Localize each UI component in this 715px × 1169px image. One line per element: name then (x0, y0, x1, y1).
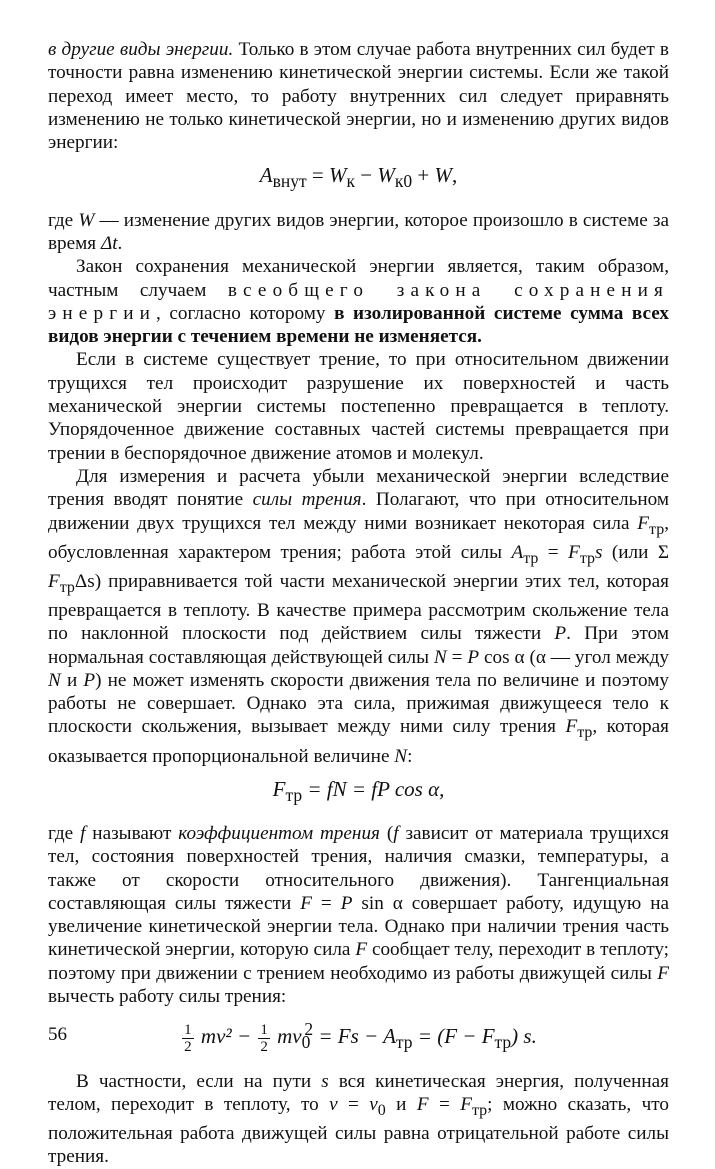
op: + (412, 163, 435, 188)
text: — изменение других видов энергии, которое произошло в системе за время (48, 209, 669, 254)
formula-text: = (F − F (412, 1024, 495, 1049)
text: где (48, 209, 79, 231)
op: , (451, 163, 458, 188)
formula-energy-balance (48, 1016, 669, 1055)
text: . Полагают, что при относительном движении двух трущихся тел между ними возникает некоторая сила (48, 489, 669, 534)
symbol: F (657, 962, 669, 984)
paragraph-3 (48, 255, 669, 348)
text: sin α совершает работу, идущую на увеличение кинетической энергии тела. Однако при наличии трения часть кинетической энергии, которую сила (48, 892, 669, 961)
text: ; можно сказать, что положительная работа движущей силы равна отрицательной работе силы трения. (48, 1093, 669, 1168)
paragraph-6 (48, 822, 669, 1008)
symbol: s (321, 1070, 329, 1092)
text: Только в этом случае работа внутренних сил будет в точности равна изменению кинетической энергии системы. Если же такой переход имеет место, то работу внутренних сил следует приравнять изменению не только кинетической энергии, но и изменению других видов энергии: (48, 39, 669, 154)
page-number: 56 (48, 1024, 67, 1045)
subscript: тр (395, 1032, 413, 1053)
symbol: P (340, 892, 353, 914)
symbol: P (467, 646, 480, 668)
paragraph-4: Если в системе существует трение, то при относительном движении трущихся тел происходит разрушение их поверхностей и часть механической энергии системы постепенно превращается в теплоту. Упорядоченное движение составных частей системы превращается при трении в беспорядочное движение атомов и молекул. (48, 349, 669, 464)
symbol: Δs (74, 570, 95, 592)
symbol: F (460, 1093, 472, 1115)
symbol: f (393, 823, 399, 844)
text: : (407, 745, 413, 767)
op: = (306, 163, 329, 188)
symbol: Δt (100, 232, 118, 254)
symbol: F (355, 939, 368, 961)
subscript: тр (494, 1032, 512, 1053)
symbol: N (433, 646, 447, 668)
symbol: s (595, 541, 603, 563)
subscript: 0 (377, 1101, 386, 1119)
symbol: v (369, 1093, 378, 1115)
subscript: тр (649, 520, 665, 538)
text: = (538, 541, 569, 563)
formula-text: mv² − (195, 1024, 257, 1049)
text: вся кинетическая энергия, полученная телом, переходит в теплоту, то (48, 1070, 669, 1115)
subscript: к (346, 171, 355, 192)
text: , которая оказывается пропорциональной величине (48, 716, 669, 767)
subscript: тр (471, 1101, 488, 1119)
subscript: 0 (301, 1032, 311, 1053)
symbol: W (78, 209, 95, 231)
formula-friction-force (48, 776, 669, 808)
subscript: тр (579, 549, 595, 567)
bold-law: в изолированной системе сумма всех видов энергии с течением времени не изменяется. (48, 302, 670, 348)
paragraph-1 (48, 38, 669, 154)
text: cos α (α — угол между (479, 646, 669, 668)
symbol: N (394, 745, 408, 767)
text: (или Σ (602, 541, 670, 563)
subscript: тр (285, 785, 303, 805)
text: где (48, 823, 81, 844)
superscript: 2 (304, 1019, 314, 1040)
text: Закон сохранения механической энергии является, таким образом, частным случаем (48, 256, 669, 301)
symbol: F (565, 716, 578, 738)
symbol: f (80, 823, 86, 844)
italic-term: коэффициентом трения (178, 823, 380, 844)
text: вычесть работу силы трения: (48, 986, 287, 1008)
paragraph-5 (48, 465, 669, 768)
symbol: W (328, 163, 347, 188)
symbol: F (48, 570, 60, 592)
text: = (311, 892, 341, 914)
op: − (355, 163, 378, 188)
subscript: внут (272, 171, 307, 192)
paragraph-7 (48, 1070, 669, 1169)
symbol: P (554, 623, 567, 645)
symbol: F (568, 541, 580, 563)
symbol: N (48, 669, 61, 691)
text: . При этом нормальная составляющая действующей силы (48, 623, 669, 668)
text: , согласно которому (156, 302, 335, 324)
text: зависит от материала трущихся тел, состояния поверхностей трения, наличия смазки, температуры, а также от скорости относительного движения). Тангенциальная составляющая силы тяжести (48, 823, 669, 914)
fraction-half (258, 1022, 270, 1055)
formula-text: ) s. (511, 1024, 537, 1049)
text: , обусловленная характером трения; работа этой силы (48, 512, 669, 563)
text: сообщает телу, переходит в теплоту; поэтому при движении с трением необходимо из работы движущей силы (48, 939, 670, 984)
symbol: A (511, 541, 524, 563)
denominator: 2 (184, 1039, 192, 1056)
formula-text: = Fs − A (313, 1024, 396, 1049)
text: = (446, 646, 468, 668)
symbol: W (434, 163, 452, 188)
formula-work-internal (48, 162, 669, 194)
formula-text: mv (271, 1024, 302, 1049)
subscript: тр (577, 724, 593, 742)
fraction-half (182, 1022, 194, 1055)
italic-term: силы трения (252, 489, 362, 511)
symbol: F (272, 776, 286, 801)
paragraph-2 (48, 209, 669, 256)
text: и (385, 1093, 417, 1115)
subscript: тр (523, 549, 539, 567)
denominator: 2 (260, 1039, 268, 1056)
subscript: тр (59, 578, 75, 596)
text: ( (379, 823, 394, 844)
text: = (428, 1093, 461, 1115)
text: называют (85, 823, 179, 844)
symbol: F (416, 1093, 429, 1115)
text: и (60, 669, 84, 691)
symbol: F (300, 892, 312, 914)
text: ) не может изменять скорости движения тела по величине и поэтому работы не совершает. Однако эта сила, прижимая движущееся тело к плоскости скольжения, вызывает между ними силу трения (48, 669, 669, 738)
symbol: W (377, 163, 395, 188)
text: = (337, 1093, 370, 1115)
text: В частности, если на пути (76, 1070, 322, 1092)
text: . (117, 232, 123, 254)
italic-term: в другие виды энергии. (48, 39, 234, 60)
symbol: F (637, 512, 650, 534)
text: Для измерения и расчета убыли механической энергии вследствие трения вводят понятие (48, 465, 669, 511)
subscript: к0 (394, 171, 413, 192)
numerator: 1 (260, 1022, 268, 1039)
numerator: 1 (184, 1022, 192, 1039)
symbol: A (259, 163, 273, 188)
text: ) приравнивается той части механической энергии этих тел, которая превращается в теплоту. В качестве примера рассмотрим скольжение тела по наклонной плоскости под действием силы тяжести (48, 570, 669, 645)
symbol: P (83, 669, 96, 691)
formula-text: = fN = fP cos α, (302, 776, 445, 801)
symbol: v (329, 1093, 338, 1115)
spaced-emphasis: всеобщего закона сохранения энергии (48, 279, 669, 324)
